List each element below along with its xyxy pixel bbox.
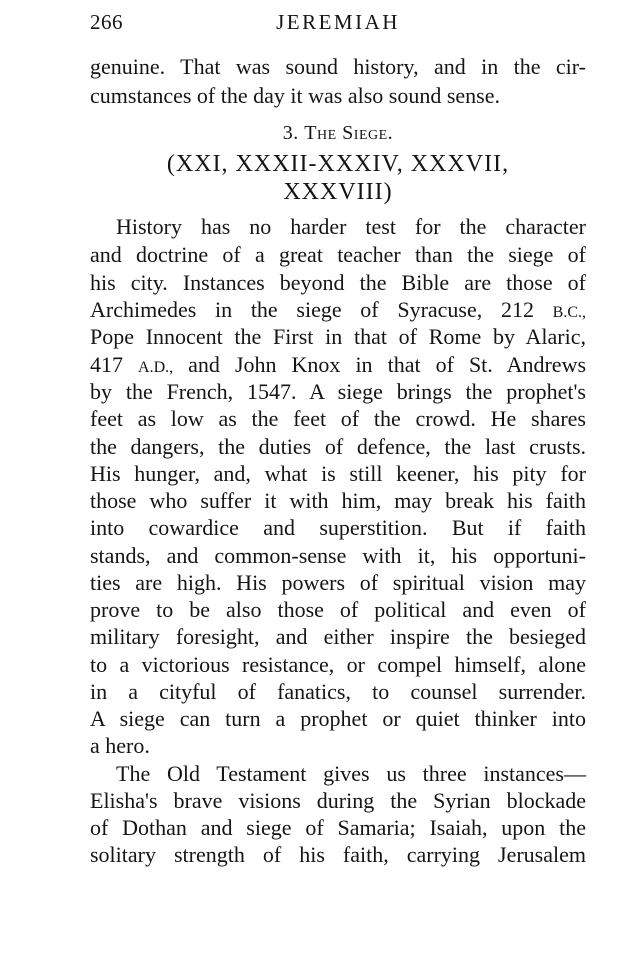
text-segment: Archimedes in the siege of Syracuse, 212	[90, 297, 534, 322]
page-number: 266	[90, 10, 123, 34]
text-line: to a victorious resistance, or compel himself, alone	[90, 652, 586, 677]
text-segment: 417	[90, 352, 123, 377]
text-line: of Dothan and siege of Samaria; Isaiah, upon the	[90, 815, 586, 840]
paragraph-first-line: The Old Testament gives us three instances—	[116, 761, 586, 786]
chapter-references-line-1: (XXI, XXXII-XXXIV, XXXVII,	[166, 151, 510, 177]
text-line	[90, 351, 586, 378]
text-line: into cowardice and superstition. But if faith	[90, 515, 586, 540]
text-line: A siege can turn a prophet or quiet thinker into	[90, 706, 586, 731]
text-line: ties are high. His powers of spiritual vision may	[90, 570, 586, 595]
text-line: the dangers, the duties of defence, the last crusts.	[90, 434, 586, 459]
running-title: JEREMIAH	[276, 10, 400, 34]
text-line: military foresight, and either inspire the besieged	[90, 624, 586, 649]
section-number: 3.	[282, 122, 299, 144]
text-line: prove to be also those of political and even of	[90, 597, 586, 622]
text-line: Elisha's brave visions during the Syrian blockade	[90, 788, 586, 813]
text-line: stands, and common-sense with it, his opportuni-	[90, 543, 586, 568]
chapter-references-line-2: XXXVIII)	[283, 179, 393, 205]
era-abbreviation: B.C.,	[552, 304, 586, 321]
text-line: in a cityful of fanatics, to counsel surrender.	[90, 679, 586, 704]
text-line: cumstances of the day it was also sound sense.	[90, 83, 500, 108]
text-line	[90, 296, 586, 323]
text-line: and doctrine of a great teacher than the siege of	[90, 242, 586, 267]
text-line: a hero.	[90, 733, 150, 758]
text-line: genuine. That was sound history, and in the cir-	[90, 54, 586, 79]
section-name: The Siege.	[304, 122, 394, 144]
text-line: his city. Instances beyond the Bible are those of	[90, 270, 586, 295]
text-segment: and John Knox in that of St. Andrews	[188, 352, 587, 377]
text-line: Pope Innocent the First in that of Rome by Alaric,	[90, 324, 586, 349]
era-abbreviation: A.D.,	[138, 359, 174, 376]
text-line: those who suffer it with him, may break his faith	[90, 488, 586, 513]
paragraph-first-line: History has no harder test for the character	[116, 214, 586, 239]
text-line: feet as low as the feet of the crowd. He shares	[90, 406, 586, 431]
running-header	[90, 10, 586, 40]
text-line: by the French, 1547. A siege brings the prophet's	[90, 379, 586, 404]
section-title	[90, 120, 586, 146]
text-line: solitary strength of his faith, carrying Jerusalem	[90, 842, 586, 867]
text-line: His hunger, and, what is still keener, his pity for	[90, 461, 586, 486]
